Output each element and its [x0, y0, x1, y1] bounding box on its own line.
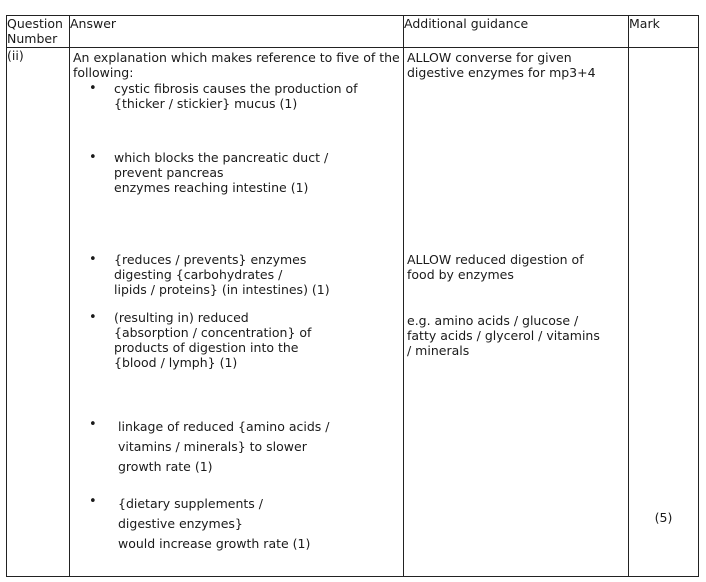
header-question-number: Question Number [7, 16, 70, 48]
bullet-text: {dietary supplements / digestive enzymes} would increase growth rate (1) [118, 496, 311, 551]
bullet-dot: • [89, 494, 97, 509]
header-row [7, 16, 699, 48]
mark-value: (5) [654, 510, 673, 525]
answer-cell [70, 48, 404, 577]
answer-intro: An explanation which makes reference to five of the following: [73, 50, 400, 80]
header-mark: Mark [629, 16, 699, 48]
header-additional-guidance: Additional guidance [404, 16, 629, 48]
bullet-text: {reduces / prevents} enzymes digesting {carbohydrates / lipids / proteins} (in intestines) (1) [114, 252, 330, 297]
answer-row [7, 48, 699, 577]
question-part: (ii) [7, 48, 70, 577]
header-answer: Answer [70, 16, 404, 48]
mark-scheme-table [6, 15, 699, 577]
guidance-note: ALLOW reduced digestion of food by enzymes [407, 252, 584, 282]
bullet-text: (resulting in) reduced {absorption / concentration} of products of digestion into the {blood / lymph} (1) [114, 310, 312, 370]
bullet-dot: • [89, 81, 97, 96]
bullet-dot: • [89, 252, 97, 267]
bullet-dot: • [89, 310, 97, 325]
mark-cell [629, 48, 699, 577]
bullet-dot: • [89, 417, 97, 432]
guidance-cell [404, 48, 629, 577]
guidance-note: ALLOW converse for given digestive enzymes for mp3+4 [407, 50, 596, 80]
bullet-text: cystic fibrosis causes the production of {thicker / stickier} mucus (1) [114, 81, 358, 111]
bullet-text: linkage of reduced {amino acids / vitamins / minerals} to slower growth rate (1) [118, 419, 330, 474]
guidance-note: e.g. amino acids / glucose / fatty acids / glycerol / vitamins / minerals [407, 313, 600, 358]
bullet-text: which blocks the pancreatic duct / prevent pancreas enzymes reaching intestine (1) [114, 150, 329, 195]
bullet-dot: • [89, 150, 97, 165]
